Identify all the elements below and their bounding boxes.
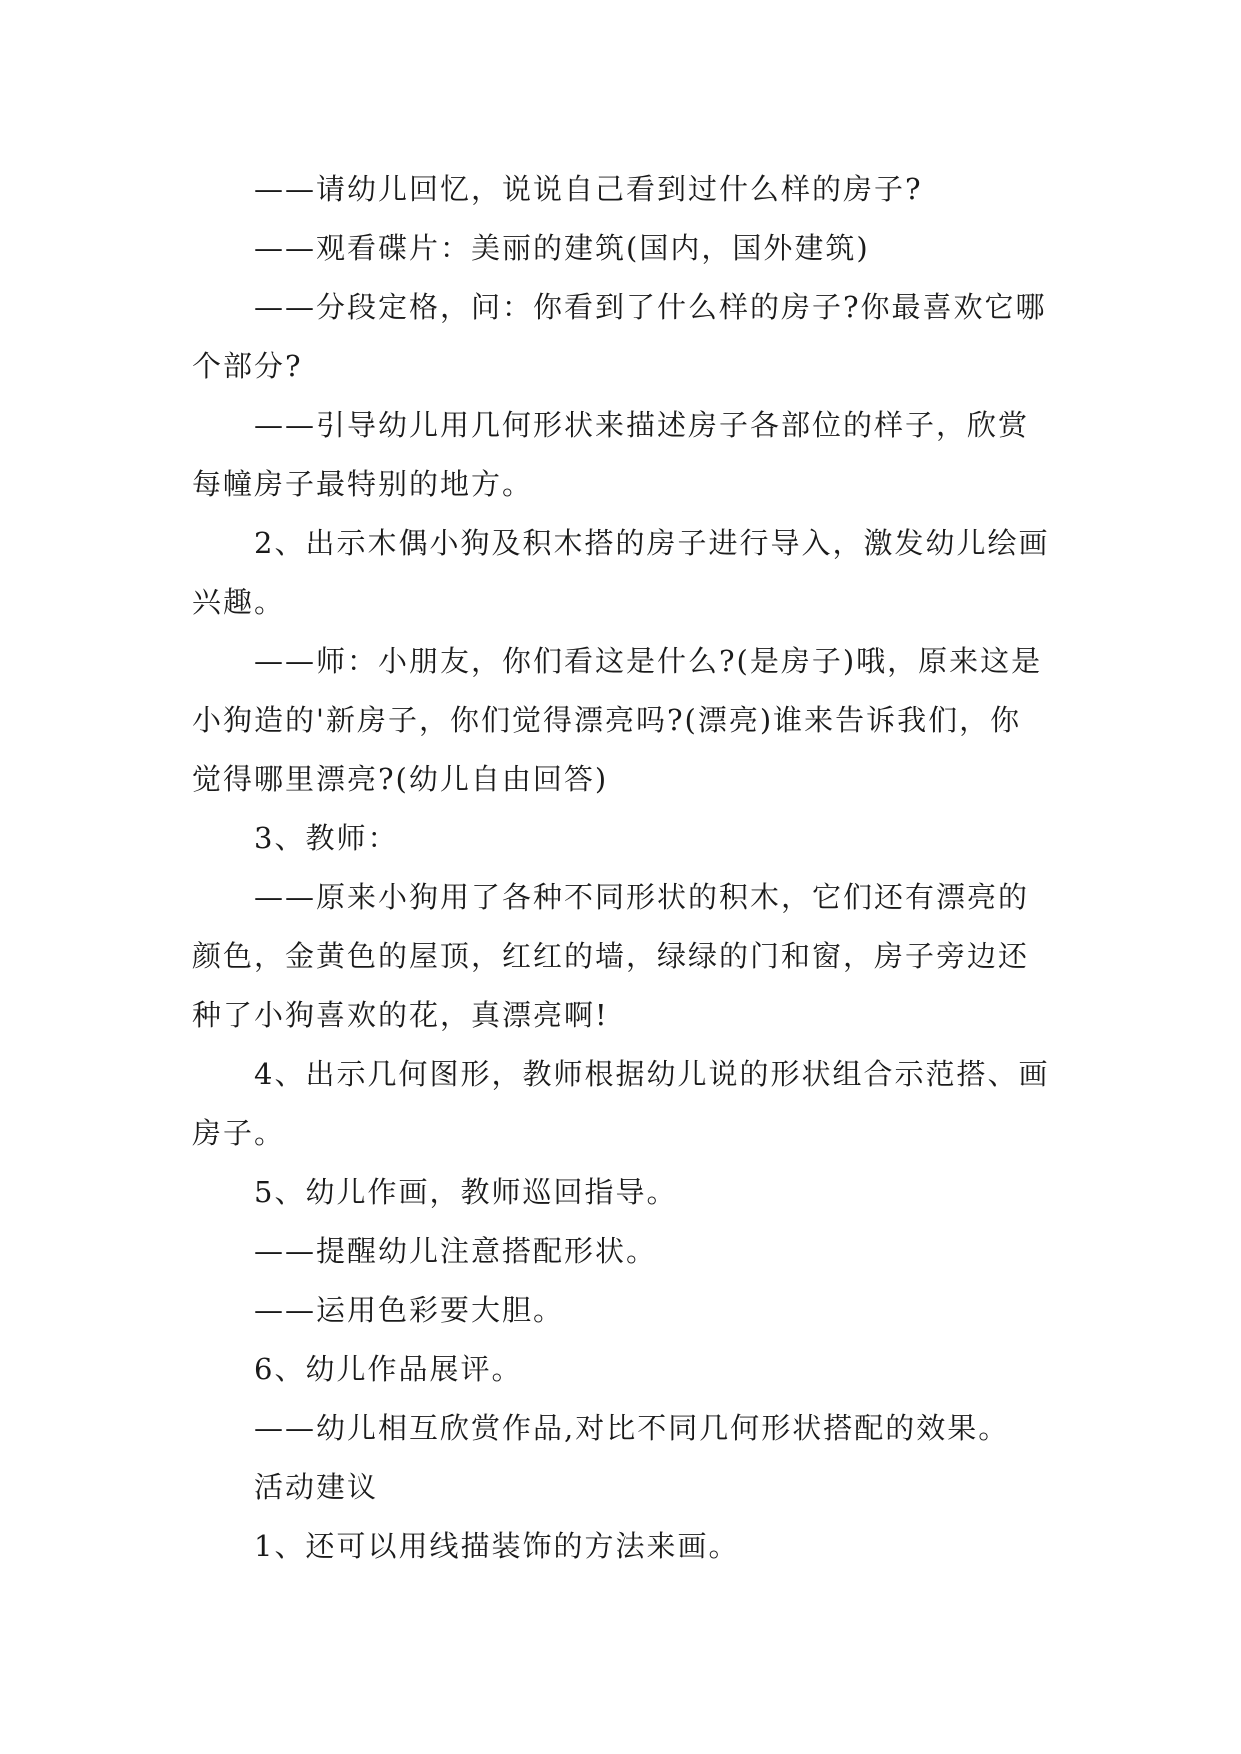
paragraph: 2、出示木偶小狗及积木搭的房子进行导入，激发幼儿绘画兴趣。 <box>192 526 1050 619</box>
paragraph: 5、幼儿作画，教师巡回指导。 <box>254 1175 678 1209</box>
document-body <box>192 160 1052 1576</box>
paragraph: ——原来小狗用了各种不同形状的积木，它们还有漂亮的颜色，金黄色的屋顶，红红的墙，绿绿的门和窗，房子旁边还种了小狗喜欢的花，真漂亮啊! <box>192 880 1030 1032</box>
paragraph: ——观看碟片：美丽的建筑(国内，国外建筑) <box>254 231 870 265</box>
section-heading: 活动建议 <box>254 1470 379 1504</box>
paragraph: ——运用色彩要大胆。 <box>254 1293 565 1327</box>
paragraph: 1、还可以用线描装饰的方法来画。 <box>254 1529 740 1563</box>
paragraph: 6、幼儿作品展评。 <box>254 1352 523 1386</box>
paragraph: 4、出示几何图形，教师根据幼儿说的形状组合示范搭、画房子。 <box>192 1057 1050 1150</box>
paragraph: 3、教师： <box>254 821 399 855</box>
paragraph: ——提醒幼儿注意搭配形状。 <box>254 1234 658 1268</box>
paragraph: ——幼儿相互欣赏作品,对比不同几何形状搭配的效果。 <box>254 1411 1010 1445</box>
paragraph: ——请幼儿回忆，说说自己看到过什么样的房子? <box>254 172 923 206</box>
paragraph: ——分段定格，问：你看到了什么样的房子?你最喜欢它哪个部分? <box>192 290 1047 383</box>
paragraph: ——师：小朋友，你们看这是什么?(是房子)哦，原来这是小狗造的'新房子，你们觉得漂亮吗?(漂亮)谁来告诉我们，你觉得哪里漂亮?(幼儿自由回答) <box>192 644 1043 796</box>
paragraph: ——引导幼儿用几何形状来描述房子各部位的样子，欣赏每幢房子最特别的地方。 <box>192 408 1030 501</box>
